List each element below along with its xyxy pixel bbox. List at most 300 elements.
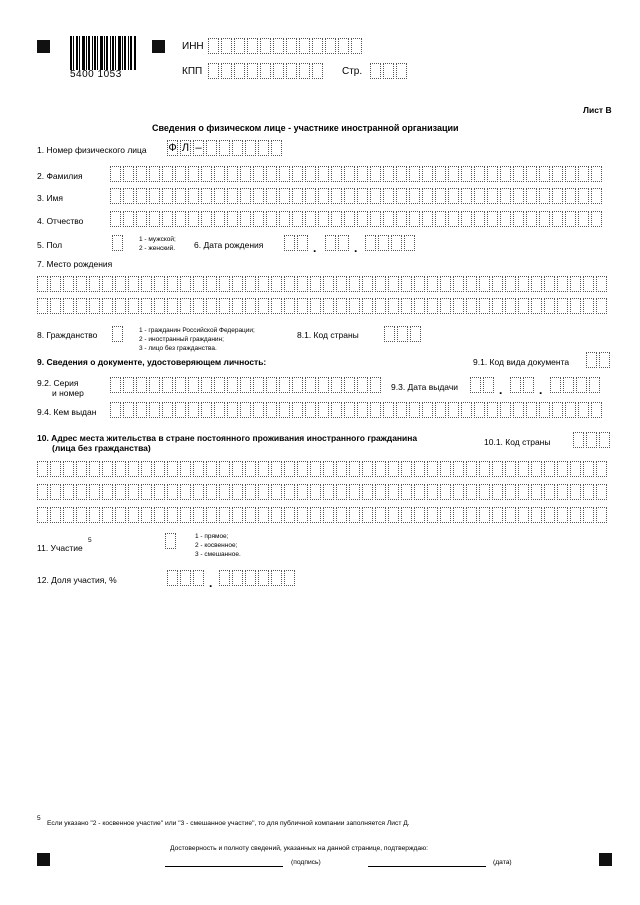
input-cell[interactable] xyxy=(362,298,373,314)
input-cell[interactable] xyxy=(37,484,48,500)
input-cell[interactable] xyxy=(384,326,395,342)
input-cell[interactable] xyxy=(271,140,282,156)
citizenship-country-cells[interactable] xyxy=(384,326,423,342)
input-cell[interactable] xyxy=(331,188,342,204)
input-cell[interactable] xyxy=(318,188,329,204)
input-cell[interactable] xyxy=(258,140,269,156)
input-cell[interactable] xyxy=(240,188,251,204)
input-cell[interactable] xyxy=(188,188,199,204)
issue-month-cells[interactable] xyxy=(510,377,536,393)
input-cell[interactable] xyxy=(427,461,438,477)
input-cell[interactable] xyxy=(253,211,264,227)
input-cell[interactable] xyxy=(552,166,563,182)
input-cell[interactable] xyxy=(279,188,290,204)
input-cell[interactable] xyxy=(448,166,459,182)
input-cell[interactable] xyxy=(518,276,529,292)
input-cell[interactable] xyxy=(414,276,425,292)
input-cell[interactable] xyxy=(544,276,555,292)
input-cell[interactable] xyxy=(461,211,472,227)
input-cell[interactable] xyxy=(273,38,284,54)
input-cell[interactable] xyxy=(383,63,394,79)
input-cell[interactable] xyxy=(162,402,173,418)
input-cell[interactable] xyxy=(401,507,412,523)
input-cell[interactable] xyxy=(112,235,123,251)
input-cell[interactable] xyxy=(461,188,472,204)
kpp-cells[interactable] xyxy=(208,63,325,79)
input-cell[interactable] xyxy=(154,276,165,292)
input-cell[interactable] xyxy=(357,166,368,182)
input-cell[interactable] xyxy=(266,377,277,393)
input-cell[interactable] xyxy=(375,484,386,500)
input-cell[interactable] xyxy=(180,298,191,314)
input-cell[interactable] xyxy=(149,188,160,204)
input-cell[interactable] xyxy=(370,63,381,79)
input-cell[interactable] xyxy=(505,484,516,500)
input-cell[interactable] xyxy=(279,166,290,182)
input-cell[interactable] xyxy=(583,276,594,292)
input-cell[interactable] xyxy=(310,298,321,314)
input-cell[interactable] xyxy=(323,461,334,477)
birthplace-row-1[interactable] xyxy=(37,276,609,292)
input-cell[interactable] xyxy=(167,298,178,314)
input-cell[interactable] xyxy=(253,377,264,393)
input-cell[interactable] xyxy=(492,461,503,477)
input-cell[interactable] xyxy=(180,484,191,500)
input-cell[interactable] xyxy=(50,461,61,477)
input-cell[interactable] xyxy=(245,507,256,523)
input-cell[interactable] xyxy=(414,484,425,500)
input-cell[interactable] xyxy=(175,402,186,418)
input-cell[interactable] xyxy=(214,166,225,182)
input-cell[interactable] xyxy=(312,63,323,79)
input-cell[interactable] xyxy=(466,484,477,500)
input-cell[interactable] xyxy=(305,166,316,182)
input-cell[interactable] xyxy=(422,211,433,227)
input-cell[interactable] xyxy=(453,507,464,523)
input-cell[interactable] xyxy=(474,166,485,182)
input-cell[interactable] xyxy=(162,188,173,204)
input-cell[interactable] xyxy=(570,507,581,523)
input-cell[interactable] xyxy=(37,507,48,523)
input-cell[interactable] xyxy=(583,461,594,477)
input-cell[interactable] xyxy=(461,402,472,418)
name-cells[interactable] xyxy=(110,188,604,204)
input-cell[interactable] xyxy=(271,298,282,314)
input-cell[interactable] xyxy=(115,461,126,477)
input-cell[interactable] xyxy=(505,507,516,523)
input-cell[interactable] xyxy=(227,188,238,204)
input-cell[interactable] xyxy=(167,461,178,477)
input-cell[interactable] xyxy=(557,298,568,314)
input-cell[interactable] xyxy=(544,484,555,500)
input-cell[interactable] xyxy=(273,63,284,79)
input-cell[interactable] xyxy=(219,484,230,500)
input-cell[interactable] xyxy=(427,298,438,314)
input-cell[interactable] xyxy=(453,298,464,314)
input-cell[interactable] xyxy=(383,402,394,418)
input-cell[interactable] xyxy=(344,211,355,227)
input-cell[interactable] xyxy=(576,377,587,393)
input-cell[interactable] xyxy=(299,38,310,54)
input-cell[interactable] xyxy=(331,402,342,418)
input-cell[interactable] xyxy=(232,461,243,477)
input-cell[interactable] xyxy=(292,211,303,227)
input-cell[interactable] xyxy=(227,211,238,227)
input-cell[interactable] xyxy=(188,166,199,182)
input-cell[interactable] xyxy=(427,276,438,292)
input-cell[interactable] xyxy=(141,461,152,477)
input-cell[interactable] xyxy=(240,402,251,418)
input-cell[interactable] xyxy=(448,402,459,418)
citizenship-cell[interactable] xyxy=(112,326,125,342)
input-cell[interactable] xyxy=(531,298,542,314)
input-cell[interactable] xyxy=(375,507,386,523)
input-cell[interactable] xyxy=(388,298,399,314)
input-cell[interactable] xyxy=(201,377,212,393)
gender-cell[interactable] xyxy=(112,235,125,251)
page-cells[interactable] xyxy=(370,63,409,79)
input-cell[interactable] xyxy=(331,377,342,393)
input-cell[interactable] xyxy=(266,188,277,204)
input-cell[interactable] xyxy=(440,507,451,523)
input-cell[interactable] xyxy=(253,166,264,182)
input-cell[interactable] xyxy=(292,188,303,204)
input-cell[interactable] xyxy=(351,38,362,54)
input-cell[interactable] xyxy=(102,507,113,523)
input-cell[interactable] xyxy=(596,298,607,314)
input-cell[interactable] xyxy=(136,211,147,227)
input-cell[interactable] xyxy=(474,211,485,227)
input-cell[interactable] xyxy=(175,211,186,227)
input-cell[interactable] xyxy=(323,298,334,314)
input-cell[interactable] xyxy=(141,507,152,523)
input-cell[interactable] xyxy=(180,276,191,292)
input-cell[interactable] xyxy=(63,461,74,477)
input-cell[interactable] xyxy=(596,484,607,500)
input-cell[interactable] xyxy=(383,211,394,227)
input-cell[interactable] xyxy=(149,402,160,418)
input-cell[interactable] xyxy=(89,298,100,314)
input-cell[interactable] xyxy=(474,188,485,204)
input-cell[interactable] xyxy=(193,461,204,477)
input-cell[interactable] xyxy=(240,166,251,182)
input-cell[interactable] xyxy=(539,402,550,418)
input-cell[interactable] xyxy=(336,484,347,500)
input-cell[interactable] xyxy=(219,276,230,292)
input-cell[interactable] xyxy=(141,298,152,314)
input-cell[interactable] xyxy=(375,298,386,314)
input-cell[interactable] xyxy=(214,188,225,204)
input-cell[interactable] xyxy=(526,188,537,204)
input-cell[interactable] xyxy=(175,166,186,182)
inn-cells[interactable] xyxy=(208,38,364,54)
input-cell[interactable] xyxy=(123,166,134,182)
input-cell[interactable] xyxy=(221,63,232,79)
input-cell[interactable] xyxy=(284,507,295,523)
input-cell[interactable] xyxy=(440,276,451,292)
input-cell[interactable] xyxy=(247,63,258,79)
input-cell[interactable] xyxy=(461,166,472,182)
input-cell[interactable] xyxy=(349,298,360,314)
input-cell[interactable] xyxy=(305,377,316,393)
input-cell[interactable] xyxy=(318,211,329,227)
input-cell[interactable] xyxy=(505,461,516,477)
input-cell[interactable] xyxy=(578,188,589,204)
participation-cell[interactable] xyxy=(165,533,178,549)
input-cell[interactable] xyxy=(599,352,610,368)
input-cell[interactable] xyxy=(526,211,537,227)
input-cell[interactable] xyxy=(149,211,160,227)
input-cell[interactable] xyxy=(297,461,308,477)
input-cell[interactable] xyxy=(513,166,524,182)
input-cell[interactable] xyxy=(266,166,277,182)
input-cell[interactable] xyxy=(544,298,555,314)
input-cell[interactable] xyxy=(414,507,425,523)
input-cell[interactable] xyxy=(323,507,334,523)
input-cell[interactable] xyxy=(162,377,173,393)
input-cell[interactable] xyxy=(338,235,349,251)
input-cell[interactable] xyxy=(323,484,334,500)
input-cell[interactable] xyxy=(286,38,297,54)
address-row-3[interactable] xyxy=(37,507,609,523)
input-cell[interactable] xyxy=(349,276,360,292)
input-cell[interactable] xyxy=(154,461,165,477)
input-cell[interactable] xyxy=(349,461,360,477)
input-cell[interactable] xyxy=(583,507,594,523)
input-cell[interactable] xyxy=(518,484,529,500)
input-cell[interactable] xyxy=(466,276,477,292)
birthplace-row-2[interactable] xyxy=(37,298,609,314)
input-cell[interactable] xyxy=(167,507,178,523)
input-cell[interactable] xyxy=(175,377,186,393)
input-cell[interactable] xyxy=(305,211,316,227)
input-cell[interactable] xyxy=(466,507,477,523)
input-cell[interactable] xyxy=(357,402,368,418)
input-cell[interactable] xyxy=(297,484,308,500)
input-cell[interactable] xyxy=(466,461,477,477)
input-cell[interactable] xyxy=(510,377,521,393)
input-cell[interactable] xyxy=(500,402,511,418)
input-cell[interactable] xyxy=(141,276,152,292)
input-cell[interactable] xyxy=(37,298,48,314)
input-cell[interactable] xyxy=(500,166,511,182)
input-cell[interactable] xyxy=(115,298,126,314)
issued-by-cells[interactable] xyxy=(110,402,604,418)
input-cell[interactable] xyxy=(531,507,542,523)
input-cell[interactable] xyxy=(531,461,542,477)
input-cell[interactable] xyxy=(338,38,349,54)
input-cell[interactable] xyxy=(365,235,376,251)
input-cell[interactable] xyxy=(375,276,386,292)
input-cell[interactable] xyxy=(227,166,238,182)
input-cell[interactable] xyxy=(206,507,217,523)
input-cell[interactable] xyxy=(550,377,561,393)
input-cell[interactable] xyxy=(232,276,243,292)
input-cell[interactable] xyxy=(479,484,490,500)
input-cell[interactable] xyxy=(583,484,594,500)
input-cell[interactable] xyxy=(336,461,347,477)
input-cell[interactable] xyxy=(110,377,121,393)
input-cell[interactable] xyxy=(453,484,464,500)
input-cell[interactable] xyxy=(357,188,368,204)
input-cell[interactable] xyxy=(206,461,217,477)
input-cell[interactable] xyxy=(396,402,407,418)
input-cell[interactable] xyxy=(388,461,399,477)
input-cell[interactable] xyxy=(396,188,407,204)
input-cell[interactable] xyxy=(362,484,373,500)
input-cell[interactable] xyxy=(128,507,139,523)
input-cell[interactable] xyxy=(245,570,256,586)
birth-day-cells[interactable] xyxy=(284,235,310,251)
input-cell[interactable] xyxy=(414,298,425,314)
input-cell[interactable] xyxy=(89,461,100,477)
input-cell[interactable] xyxy=(336,298,347,314)
surname-cells[interactable] xyxy=(110,166,604,182)
input-cell[interactable] xyxy=(50,298,61,314)
input-cell[interactable] xyxy=(149,377,160,393)
input-cell[interactable] xyxy=(336,507,347,523)
input-cell[interactable] xyxy=(578,211,589,227)
input-cell[interactable] xyxy=(523,377,534,393)
input-cell[interactable] xyxy=(245,461,256,477)
input-cell[interactable] xyxy=(401,276,412,292)
input-cell[interactable] xyxy=(110,188,121,204)
input-cell[interactable] xyxy=(557,461,568,477)
doc-number-cells[interactable] xyxy=(110,377,383,393)
input-cell[interactable] xyxy=(596,276,607,292)
input-cell[interactable] xyxy=(37,461,48,477)
input-cell[interactable] xyxy=(206,276,217,292)
input-cell[interactable] xyxy=(232,507,243,523)
input-cell[interactable] xyxy=(370,377,381,393)
input-cell[interactable] xyxy=(401,461,412,477)
input-cell[interactable] xyxy=(596,461,607,477)
input-cell[interactable] xyxy=(193,484,204,500)
input-cell[interactable] xyxy=(154,507,165,523)
input-cell[interactable] xyxy=(479,461,490,477)
input-cell[interactable] xyxy=(149,166,160,182)
input-cell[interactable] xyxy=(453,461,464,477)
input-cell[interactable] xyxy=(596,507,607,523)
input-cell[interactable] xyxy=(591,188,602,204)
doc-type-cells[interactable] xyxy=(586,352,612,368)
issue-year-cells[interactable] xyxy=(550,377,602,393)
input-cell[interactable] xyxy=(513,188,524,204)
input-cell[interactable] xyxy=(167,570,178,586)
input-cell[interactable] xyxy=(193,298,204,314)
input-cell[interactable] xyxy=(410,326,421,342)
input-cell[interactable] xyxy=(123,188,134,204)
input-cell[interactable] xyxy=(188,377,199,393)
input-cell[interactable] xyxy=(487,166,498,182)
input-cell[interactable] xyxy=(89,484,100,500)
input-cell[interactable] xyxy=(487,188,498,204)
input-cell[interactable] xyxy=(141,484,152,500)
patronymic-cells[interactable] xyxy=(110,211,604,227)
input-cell[interactable] xyxy=(63,484,74,500)
input-cell[interactable] xyxy=(310,276,321,292)
input-cell[interactable] xyxy=(123,402,134,418)
input-cell[interactable] xyxy=(253,402,264,418)
input-cell[interactable] xyxy=(578,402,589,418)
input-cell[interactable] xyxy=(440,461,451,477)
input-cell[interactable] xyxy=(409,211,420,227)
birth-year-cells[interactable] xyxy=(365,235,417,251)
birth-month-cells[interactable] xyxy=(325,235,351,251)
input-cell[interactable] xyxy=(599,432,610,448)
input-cell[interactable] xyxy=(310,484,321,500)
input-cell[interactable] xyxy=(396,63,407,79)
input-cell[interactable] xyxy=(557,276,568,292)
input-cell[interactable] xyxy=(435,166,446,182)
residence-country-cells[interactable] xyxy=(573,432,612,448)
input-cell[interactable] xyxy=(492,484,503,500)
input-cell[interactable] xyxy=(557,484,568,500)
input-cell[interactable] xyxy=(201,166,212,182)
input-cell[interactable] xyxy=(208,38,219,54)
input-cell[interactable] xyxy=(391,235,402,251)
input-cell[interactable] xyxy=(518,461,529,477)
input-cell[interactable] xyxy=(325,235,336,251)
input-cell[interactable] xyxy=(286,63,297,79)
input-cell[interactable] xyxy=(397,326,408,342)
input-cell[interactable] xyxy=(466,298,477,314)
input-cell[interactable] xyxy=(531,276,542,292)
input-cell[interactable] xyxy=(349,484,360,500)
input-cell[interactable] xyxy=(266,211,277,227)
input-cell[interactable] xyxy=(167,276,178,292)
input-cell[interactable] xyxy=(344,166,355,182)
input-cell[interactable] xyxy=(305,402,316,418)
input-cell[interactable] xyxy=(219,461,230,477)
input-cell[interactable] xyxy=(370,402,381,418)
input-cell[interactable] xyxy=(422,188,433,204)
input-cell[interactable] xyxy=(180,507,191,523)
input-cell[interactable] xyxy=(492,276,503,292)
input-cell[interactable] xyxy=(284,235,295,251)
input-cell[interactable] xyxy=(245,298,256,314)
input-cell[interactable] xyxy=(344,377,355,393)
input-cell[interactable] xyxy=(279,377,290,393)
address-row-1[interactable] xyxy=(37,461,609,477)
input-cell[interactable] xyxy=(297,507,308,523)
input-cell[interactable] xyxy=(370,211,381,227)
input-cell[interactable] xyxy=(167,484,178,500)
input-cell[interactable] xyxy=(232,484,243,500)
input-cell[interactable] xyxy=(297,276,308,292)
input-cell[interactable] xyxy=(487,402,498,418)
input-cell[interactable] xyxy=(232,140,243,156)
input-cell[interactable] xyxy=(214,402,225,418)
input-cell[interactable] xyxy=(201,188,212,204)
input-cell[interactable] xyxy=(331,166,342,182)
input-cell[interactable] xyxy=(539,166,550,182)
input-cell[interactable] xyxy=(292,166,303,182)
input-cell[interactable] xyxy=(401,484,412,500)
input-cell[interactable] xyxy=(193,276,204,292)
input-cell[interactable] xyxy=(89,276,100,292)
input-cell[interactable] xyxy=(234,38,245,54)
input-cell[interactable] xyxy=(63,298,74,314)
field-1-cells[interactable] xyxy=(206,140,284,156)
input-cell[interactable] xyxy=(279,402,290,418)
input-cell[interactable] xyxy=(565,402,576,418)
input-cell[interactable] xyxy=(409,402,420,418)
input-cell[interactable] xyxy=(208,63,219,79)
input-cell[interactable] xyxy=(297,235,308,251)
input-cell[interactable] xyxy=(492,298,503,314)
input-cell[interactable] xyxy=(136,188,147,204)
